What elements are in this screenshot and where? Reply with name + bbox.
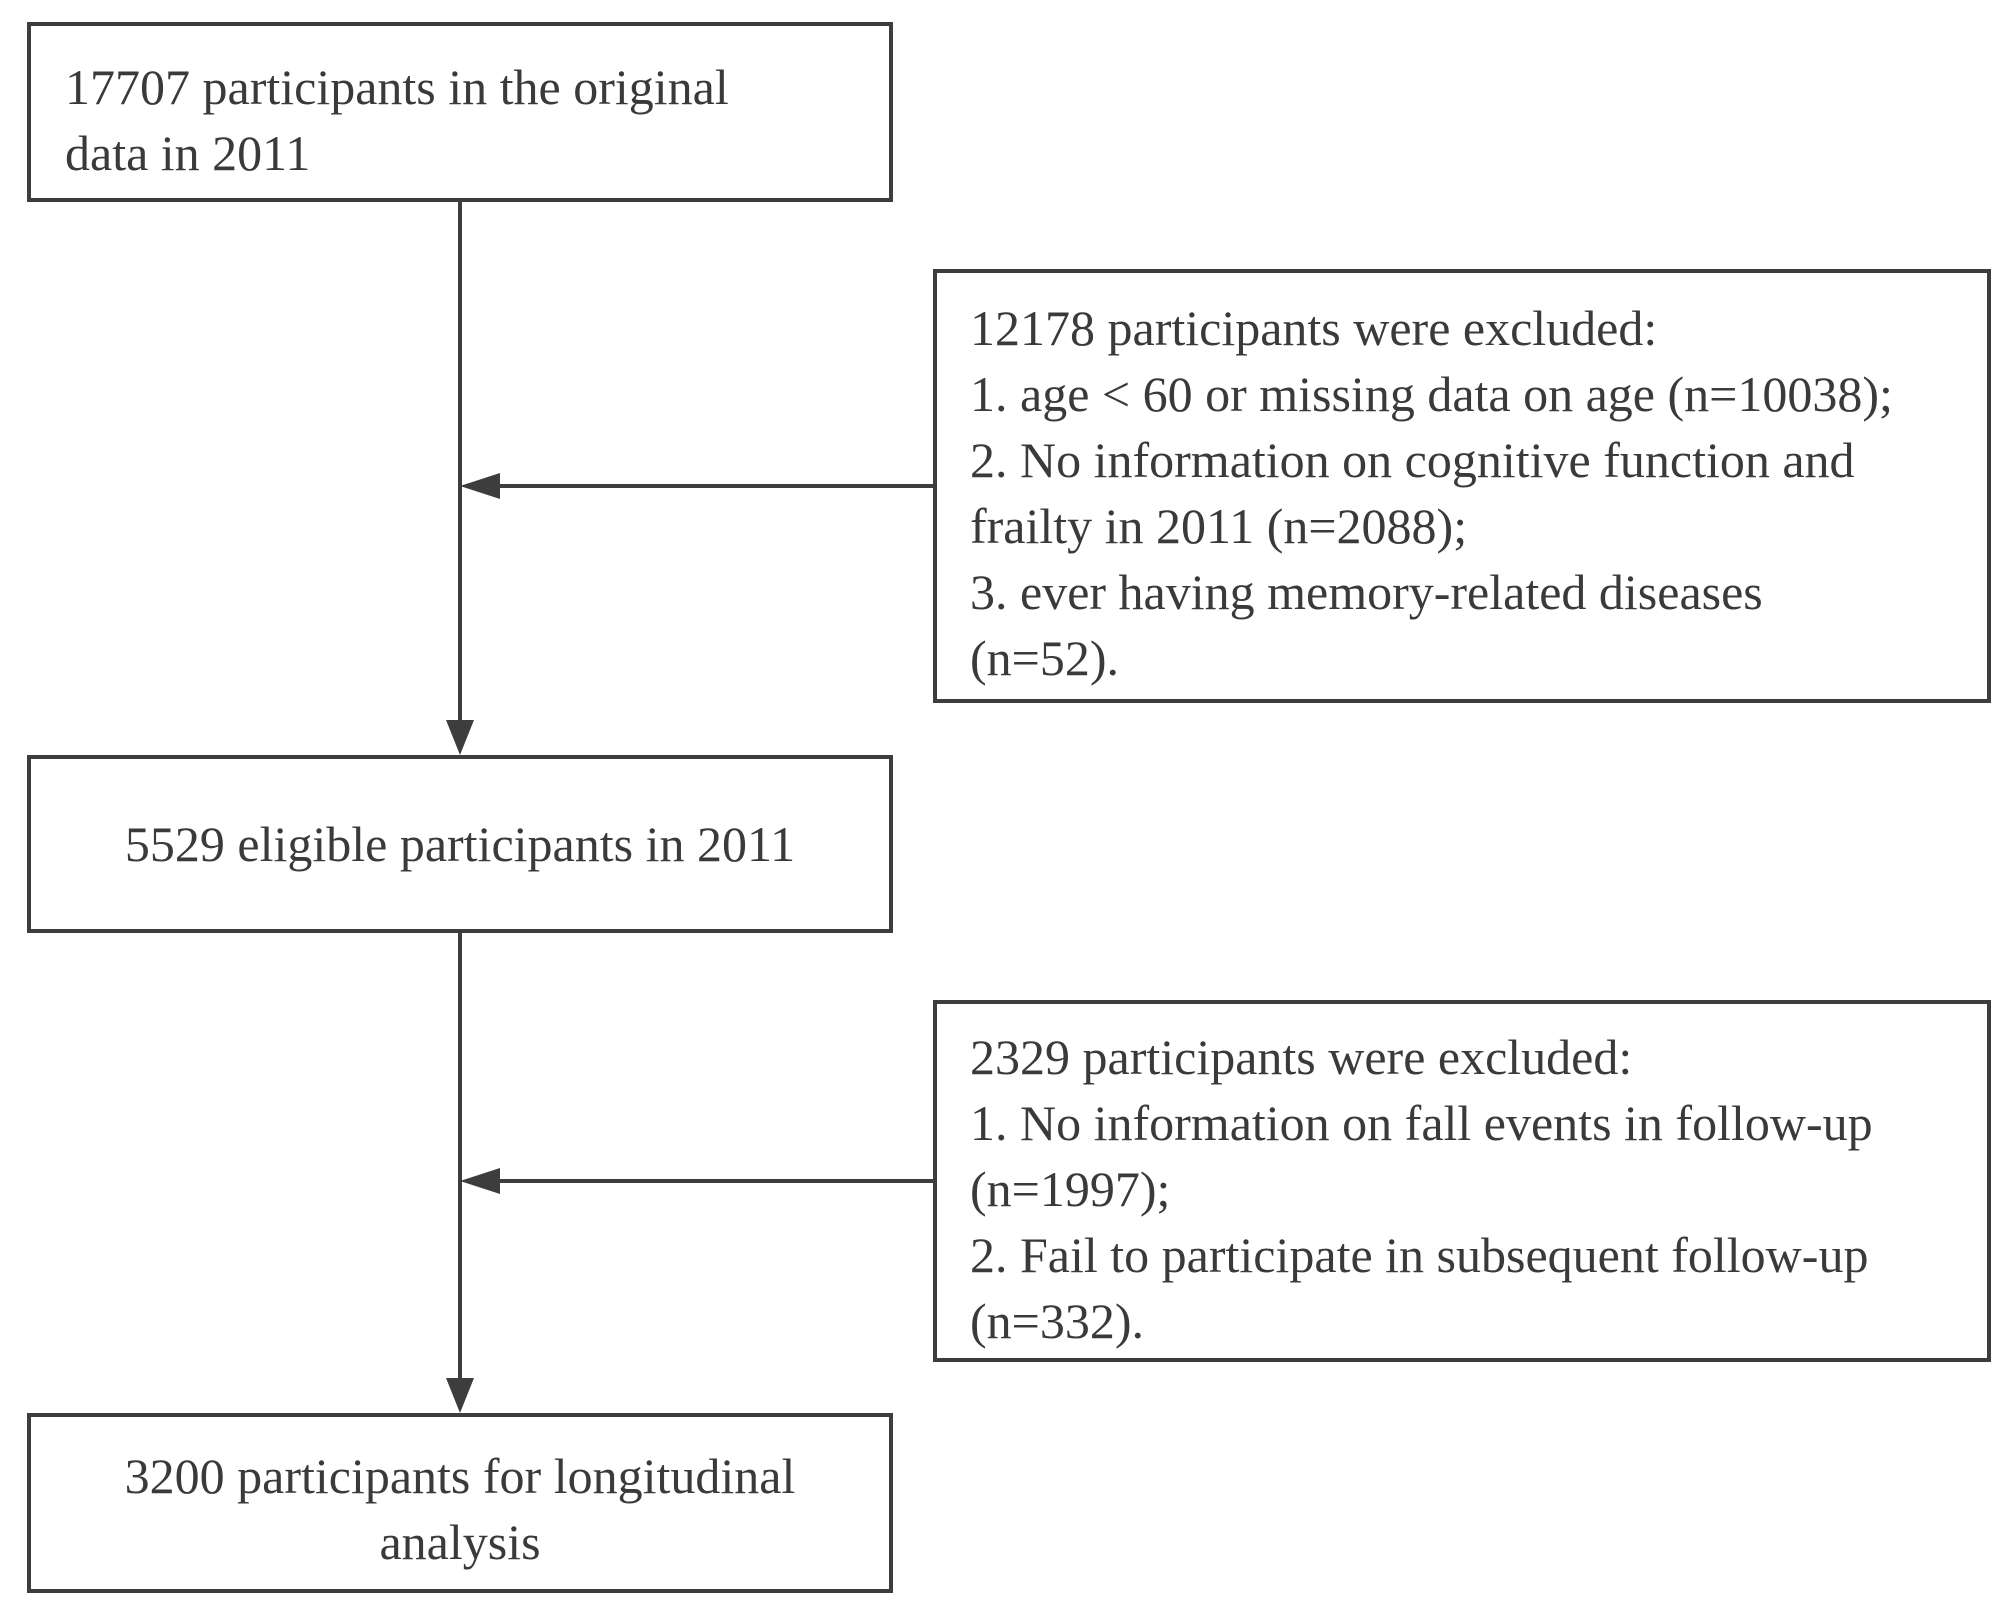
arrowhead-down-icon xyxy=(446,1378,474,1413)
arrowhead-down-icon xyxy=(446,720,474,755)
exclusion-criterion: 2. Fail to participate in subsequent follow-up xyxy=(970,1227,1869,1283)
exclusion-criterion: (n=332). xyxy=(970,1293,1144,1349)
exclusion-criterion: (n=1997); xyxy=(970,1161,1171,1217)
exclusion-heading: 12178 participants were excluded: xyxy=(970,300,1658,356)
original-data-box xyxy=(27,22,893,202)
box-text-line: data in 2011 xyxy=(65,125,311,181)
exclusion-criterion: frailty in 2011 (n=2088); xyxy=(970,498,1468,554)
exclusion-heading: 2329 participants were excluded: xyxy=(970,1029,1633,1085)
exclusion-criterion: 2. No information on cognitive function and xyxy=(970,432,1855,488)
arrowhead-left-icon xyxy=(460,1168,500,1194)
arrowhead-left-icon xyxy=(460,473,500,499)
exclusion-criterion: 1. age < 60 or missing data on age (n=10038); xyxy=(970,366,1893,422)
final-analysis-box xyxy=(27,1413,893,1593)
exclusion-box-1 xyxy=(933,269,1991,703)
exclusion-box-2 xyxy=(933,1000,1991,1362)
exclusion-criterion: 3. ever having memory-related diseases xyxy=(970,564,1763,620)
box-text-line: 5529 eligible participants in 2011 xyxy=(124,816,796,872)
box-text-line: analysis xyxy=(379,1514,541,1570)
eligible-participants-box xyxy=(27,755,893,933)
exclusion-criterion: (n=52). xyxy=(970,630,1119,686)
box-text-line: 3200 participants for longitudinal xyxy=(124,1448,796,1504)
box-text-line: 17707 participants in the original xyxy=(65,59,729,115)
exclusion-criterion: 1. No information on fall events in follow-up xyxy=(970,1095,1873,1151)
